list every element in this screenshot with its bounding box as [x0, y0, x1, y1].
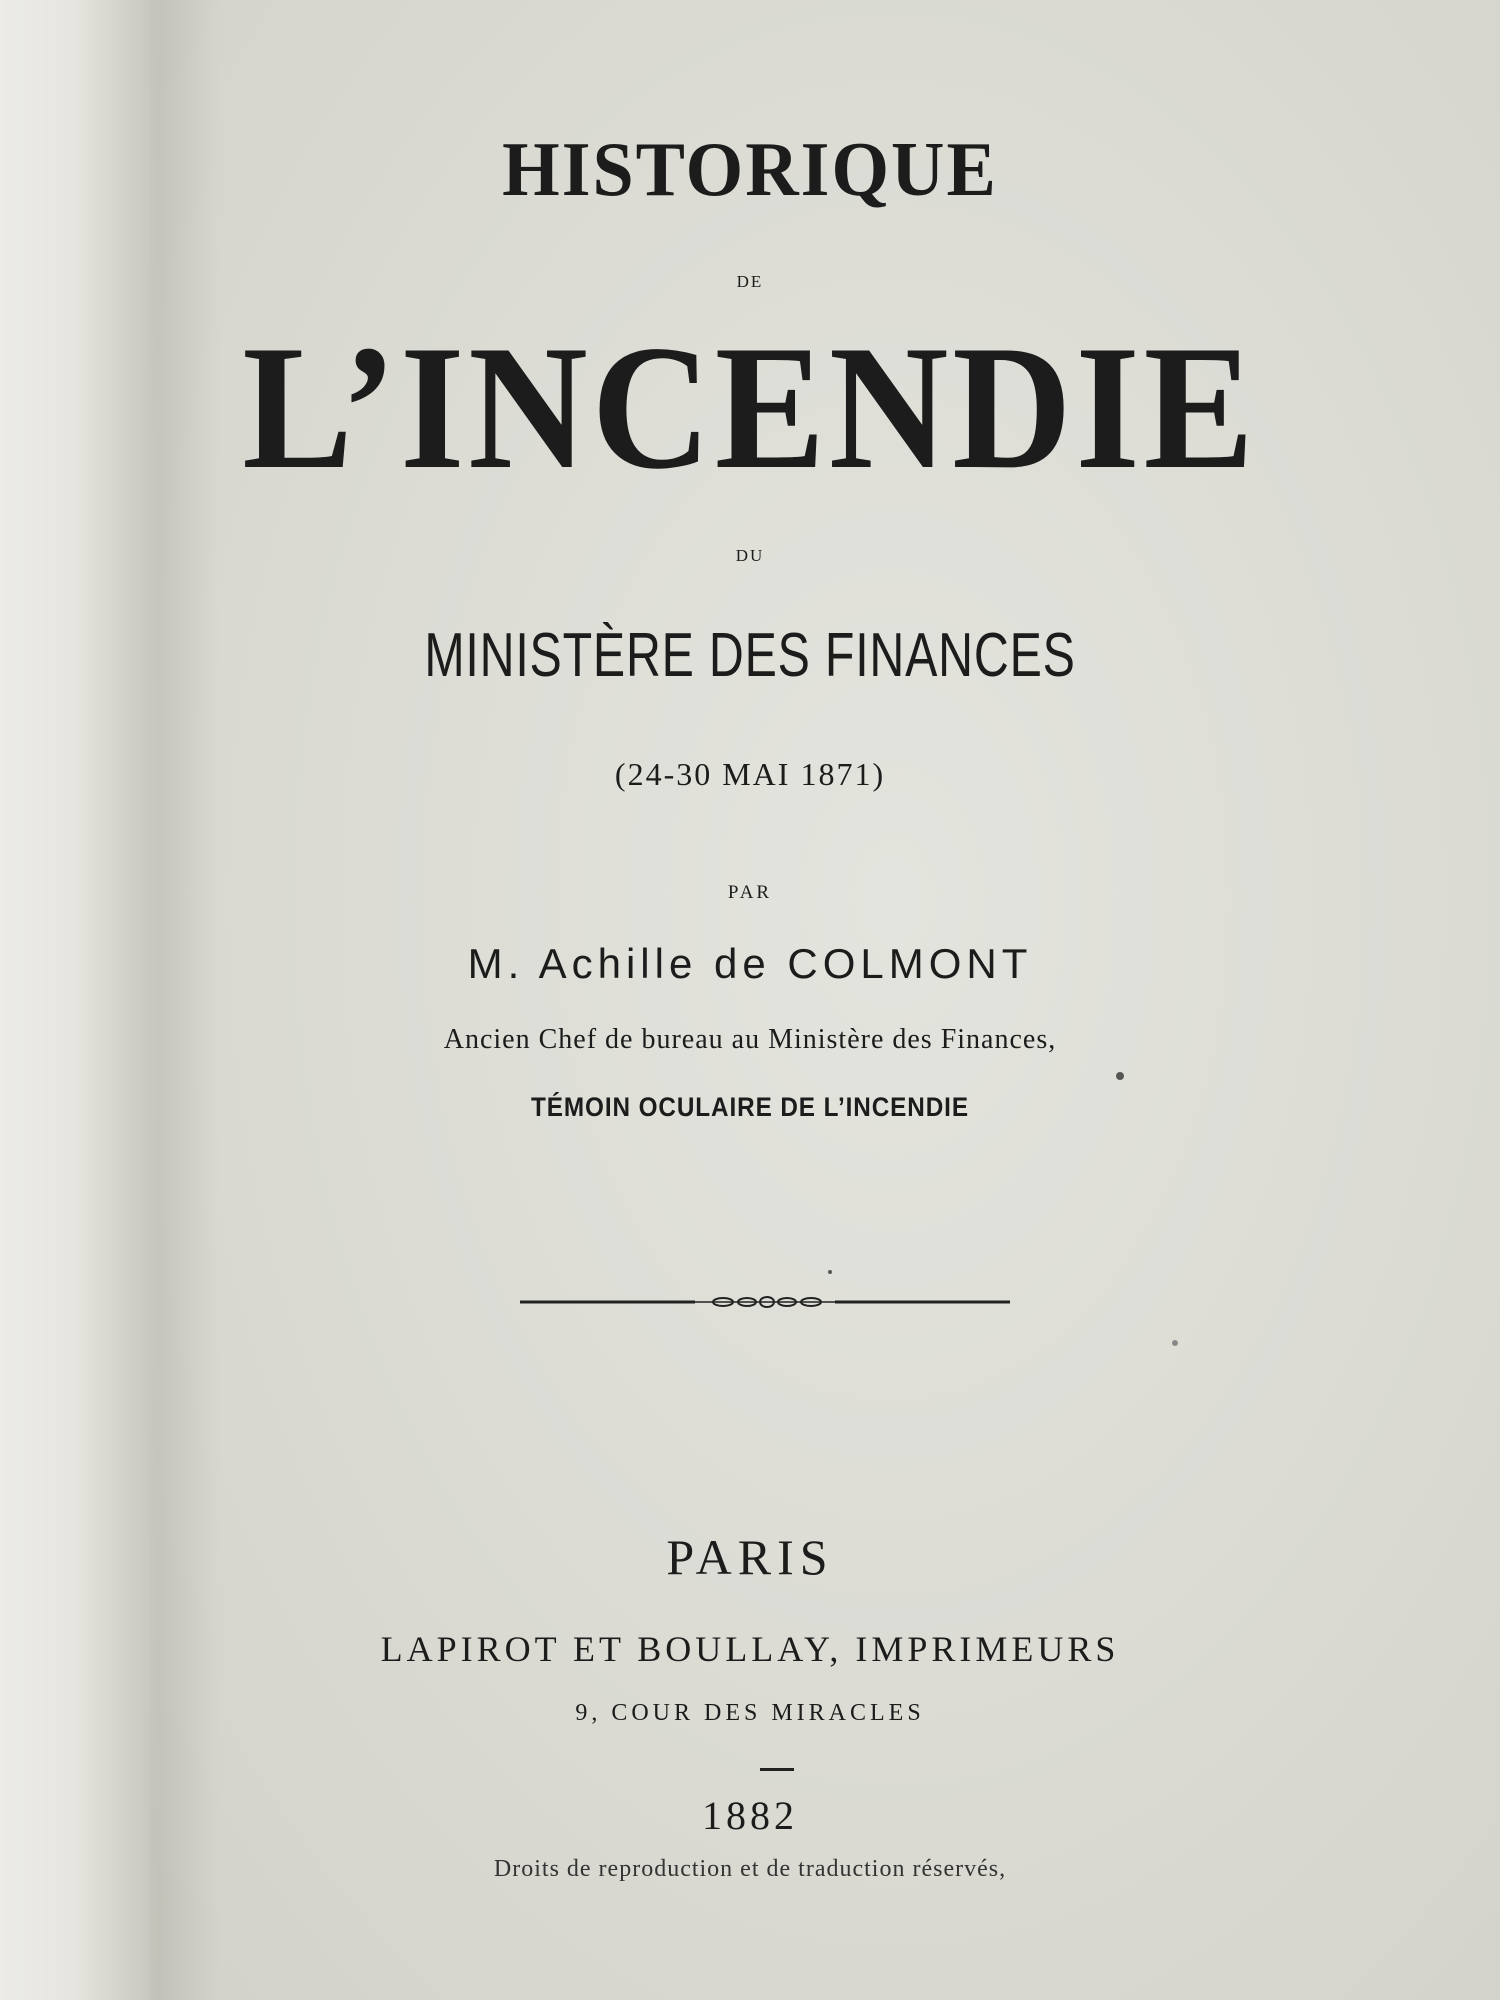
paper-speck [1116, 1072, 1124, 1080]
title-main: L’INCENDIE [242, 308, 1258, 506]
imprint-year: 1882 [702, 1793, 798, 1838]
byline-par: PAR [727, 882, 773, 903]
title-connector-du: DU [735, 546, 765, 565]
title-ministere: MINISTÈRE DES FINANCES [424, 621, 1076, 690]
paper-speck [1172, 1340, 1178, 1346]
imprint-separator [760, 1768, 794, 1771]
author-note: TÉMOIN OCULAIRE DE L’INCENDIE [531, 1092, 969, 1122]
author-title: Ancien Chef de bureau au Ministère des Finances, [443, 1024, 1057, 1055]
ornament-divider [515, 1290, 1015, 1314]
title-historique: HISTORIQUE [502, 126, 998, 214]
paper-speck [828, 1270, 832, 1274]
imprint-rights: Droits de reproduction et de traduction réservés, [493, 1856, 1007, 1882]
author-name: M. Achille de COLMONT [467, 940, 1033, 987]
title-connector-de: DE [736, 272, 764, 291]
imprint-printer: LAPIROT ET BOULLAY, IMPRIMEURS [380, 1629, 1120, 1669]
imprint-city: PARIS [666, 1529, 834, 1585]
title-dates: (24-30 MAI 1871) [614, 756, 886, 792]
imprint-address: 9, COUR DES MIRACLES [575, 1700, 925, 1726]
